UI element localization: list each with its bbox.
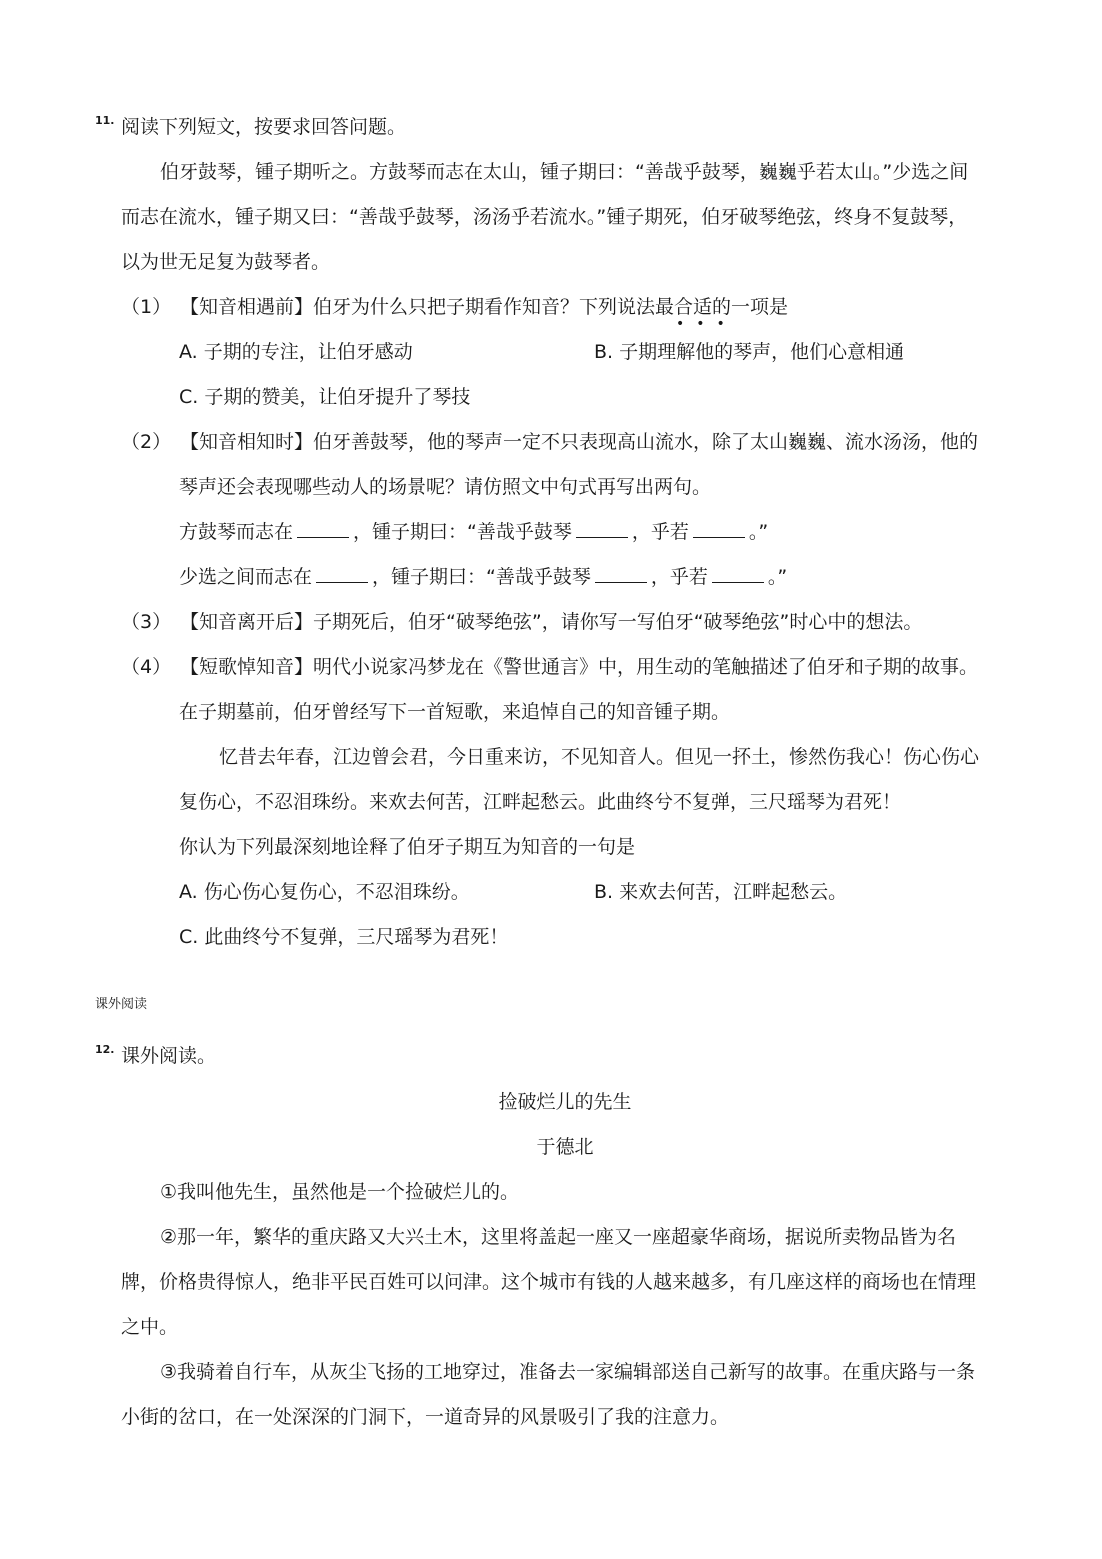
article-author: 于德北 — [536, 1136, 594, 1158]
question-12-prompt: 课外阅读。 — [121, 1045, 217, 1067]
sub1-option-b[interactable]: B. 子期理解他的琴声，他们心意相通 — [594, 341, 905, 363]
sub1-option-c[interactable]: C. 子期的赞美，让伯牙提升了琴技 — [179, 386, 471, 408]
fill-1-part-b: ，锺子期曰：“善哉乎鼓琴 — [353, 521, 572, 543]
fill-blank[interactable] — [297, 519, 349, 538]
emphasis-dots: ••• — [676, 316, 737, 332]
fill-sentence-2 — [179, 564, 787, 590]
article-paragraph-3-line-1: ③我骑着自行车，从灰尘飞扬的工地穿过，准备去一家编辑部送自己新写的故事。在重庆路与一条 — [160, 1361, 976, 1383]
article-paragraph-2-line-2: 牌，价格贵得惊人，绝非平民百姓可以问津。这个城市有钱的人越来越多，有几座这样的商场也在情理 — [121, 1271, 977, 1293]
fill-2-part-c: ，乎若 — [650, 566, 708, 588]
passage-line-3: 以为世无足复为鼓琴者。 — [121, 251, 331, 273]
fill-sentence-1 — [179, 519, 768, 545]
fill-2-part-b: ，锺子期曰：“善哉乎鼓琴 — [372, 566, 591, 588]
fill-2-part-d: 。” — [767, 566, 788, 588]
sub1-option-a[interactable]: A. 子期的专注，让伯牙感动 — [179, 341, 413, 363]
sub-question-2-label: （2） — [121, 431, 172, 453]
fill-blank[interactable] — [595, 564, 647, 583]
sub-question-4-label: （4） — [121, 656, 172, 678]
question-11-prompt: 阅读下列短文，按要求回答问题。 — [121, 116, 407, 138]
fill-blank[interactable] — [693, 519, 745, 538]
passage-line-1: 伯牙鼓琴，锺子期听之。方鼓琴而志在太山，锺子期曰：“善哉乎鼓琴，巍巍乎若太山。”少选之间 — [160, 161, 969, 183]
article-paragraph-3-line-2: 小街的岔口，在一处深深的门洞下，一道奇异的风景吸引了我的注意力。 — [121, 1406, 730, 1428]
sub-question-4-text-2: 在子期墓前，伯牙曾经写下一首短歌，来追悼自己的知音锺子期。 — [179, 701, 731, 723]
sub-question-4-text-1: 【短歌悼知音】明代小说家冯梦龙在《警世通言》中，用生动的笔触描述了伯牙和子期的故事。 — [180, 656, 979, 678]
fill-1-part-a: 方鼓琴而志在 — [179, 521, 294, 543]
fill-1-part-d: 。” — [748, 521, 769, 543]
sub-question-2-text-2: 琴声还会表现哪些动人的场景呢？请仿照文中句式再写出两句。 — [179, 476, 712, 498]
fill-blank[interactable] — [316, 564, 368, 583]
sub4-option-a[interactable]: A. 伤心伤心复伤心，不忍泪珠纷。 — [179, 881, 470, 903]
article-paragraph-2-line-3: 之中。 — [121, 1316, 179, 1338]
question-number-11: 11. — [95, 114, 115, 127]
article-paragraph-1: ①我叫他先生，虽然他是一个捡破烂儿的。 — [160, 1181, 520, 1203]
sub4-option-b[interactable]: B. 来欢去何苦，江畔起愁云。 — [594, 881, 848, 903]
poem-line-2: 复伤心，不忍泪珠纷。来欢去何苦，江畔起愁云。此曲终兮不复弹，三尺瑶琴为君死！ — [179, 791, 902, 813]
poem-line-1: 忆昔去年春，江边曾会君，今日重来访，不见知音人。但见一抔土，惨然伤我心！伤心伤心 — [219, 746, 980, 768]
fill-blank[interactable] — [576, 519, 628, 538]
sub-question-3-text: 【知音离开后】子期死后，伯牙“破琴绝弦”，请你写一写伯牙“破琴绝弦”时心中的想法。 — [180, 611, 923, 633]
article-title: 捡破烂儿的先生 — [498, 1091, 632, 1113]
sub-question-4-question: 你认为下列最深刻地诠释了伯牙子期互为知音的一句是 — [179, 836, 636, 858]
sub-question-2-text-1: 【知音相知时】伯牙善鼓琴，他的琴声一定不只表现高山流水，除了太山巍巍、流水汤汤，他的 — [180, 431, 979, 453]
sub4-option-c[interactable]: C. 此曲终兮不复弹，三尺瑶琴为君死！ — [179, 926, 509, 948]
article-paragraph-2-line-1: ②那一年，繁华的重庆路又大兴土木，这里将盖起一座又一座超豪华商场，据说所卖物品皆为名 — [160, 1226, 957, 1248]
fill-2-part-a: 少选之间而志在 — [179, 566, 313, 588]
passage-line-2: 而志在流水，锺子期又曰：“善哉乎鼓琴，汤汤乎若流水。”锺子期死，伯牙破琴绝弦，终身不复鼓琴， — [121, 206, 968, 228]
sub-question-3-label: （3） — [121, 611, 172, 633]
section-label: 课外阅读 — [95, 997, 148, 1012]
fill-blank[interactable] — [712, 564, 764, 583]
sub-question-1-text: 【知音相遇前】伯牙为什么只把子期看作知音？下列说法最合适的一项是 — [180, 296, 789, 318]
fill-1-part-c: ，乎若 — [631, 521, 689, 543]
sub-question-1-label: （1） — [121, 296, 172, 318]
question-number-12: 12. — [95, 1043, 115, 1056]
